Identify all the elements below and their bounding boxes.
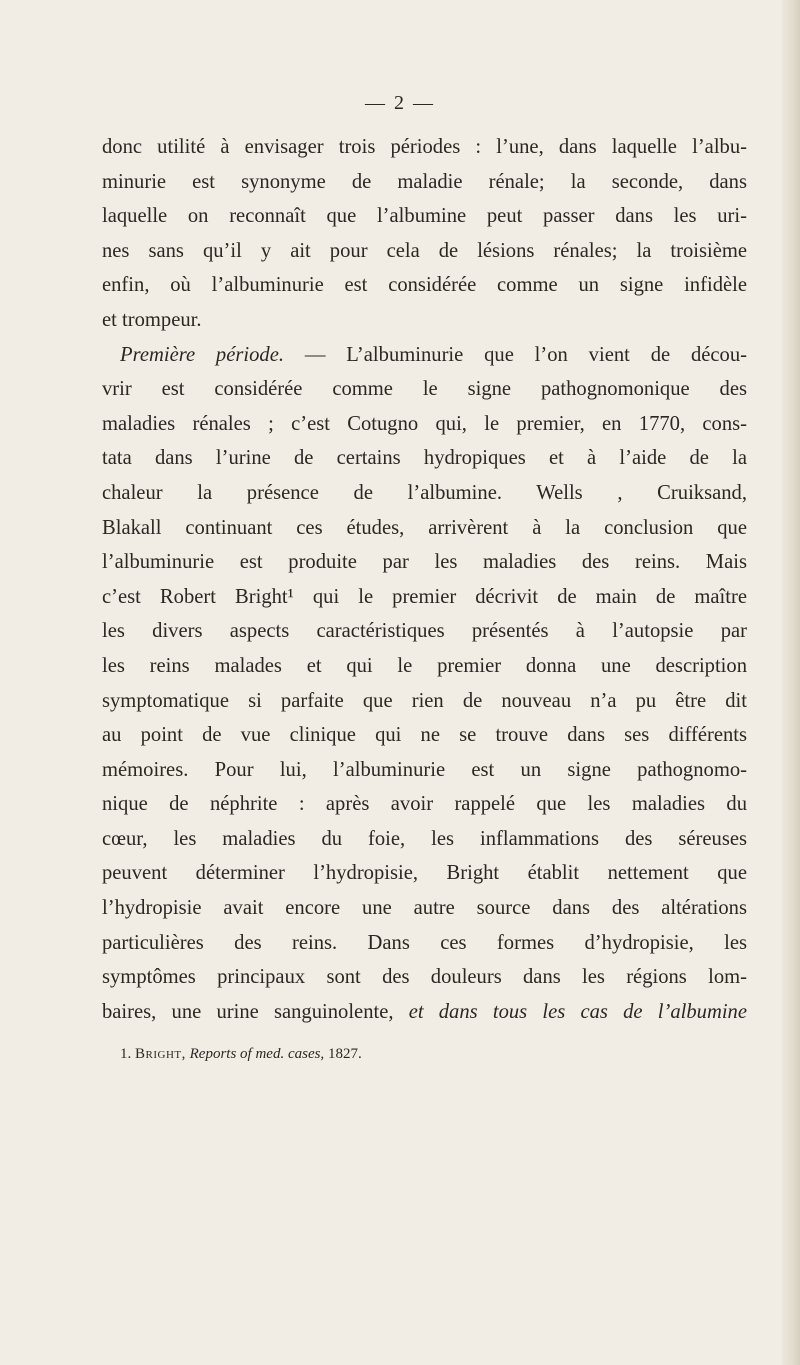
text-line: les reins malades et qui le premier donna une description bbox=[102, 654, 747, 677]
text-line: maladies rénales ; c’est Cotugno qui, le premier, en 1770, cons- bbox=[102, 412, 747, 435]
text-line: c’est Robert Bright¹ qui le premier décrivit de main de maître bbox=[102, 585, 747, 608]
text-line: laquelle on reconnaît que l’albumine peut passer dans les uri- bbox=[102, 205, 747, 228]
footnote-number: 1. bbox=[120, 1046, 132, 1062]
text-line: peuvent déterminer l’hydropisie, Bright établit nettement que bbox=[102, 862, 747, 885]
text-line: au point de vue clinique qui ne se trouve dans ses différents bbox=[102, 724, 747, 747]
body-text bbox=[102, 130, 747, 1029]
footnote bbox=[120, 1046, 740, 1063]
section-first-line-text: — L’albuminurie que l’on vient de décou- bbox=[304, 343, 747, 366]
text-line: vrir est considérée comme le signe pathognomonique des bbox=[102, 378, 747, 401]
text-line: mémoires. Pour lui, l’albuminurie est un signe pathognomo- bbox=[102, 758, 747, 781]
text-line: minurie est synonyme de maladie rénale; la seconde, dans bbox=[102, 170, 747, 193]
text-line: enfin, où l’albuminurie est considérée comme un signe infidèle bbox=[102, 274, 747, 297]
text-line: donc utilité à envisager trois périodes : l’une, dans laquelle l’albu- bbox=[102, 136, 747, 158]
footnote-title: Reports of med. cases, bbox=[189, 1046, 325, 1062]
page-number: — 2 — bbox=[365, 92, 435, 114]
text-line: Blakall continuant ces études, arrivèrent à la conclusion que bbox=[102, 516, 747, 539]
text-line: symptomatique si parfaite que rien de nouveau n’a pu être dit bbox=[102, 689, 747, 712]
text-line: cœur, les maladies du foie, les inflammations des séreuses bbox=[102, 827, 747, 850]
footnote-author: Bright, bbox=[135, 1046, 186, 1062]
section-first-line bbox=[102, 338, 747, 373]
text-line: nique de néphrite : après avoir rappelé que les maladies du bbox=[102, 793, 747, 816]
text-line: l’hydropisie avait encore une autre source dans des altérations bbox=[102, 897, 747, 920]
text-line: chaleur la présence de l’albumine. Wells , Cruiksand, bbox=[102, 481, 747, 504]
text-line: symptômes principaux sont des douleurs dans les régions lom- bbox=[102, 966, 747, 989]
section-title: Première période. bbox=[120, 343, 284, 366]
text-line: nes sans qu’il y ait pour cela de lésions rénales; la troisième bbox=[102, 239, 747, 262]
text-line: tata dans l’urine de certains hydropiques et à l’aide de la bbox=[102, 447, 747, 470]
text-line: et trompeur. bbox=[102, 308, 202, 331]
footnote-year: 1827. bbox=[327, 1046, 362, 1062]
text-line: l’albuminurie est produite par les maladies des reins. Mais bbox=[102, 551, 747, 574]
text-line: particulières des reins. Dans ces formes d’hydropisie, les bbox=[102, 931, 747, 954]
last-line-italic: et dans tous les cas de l’albumine bbox=[408, 1000, 747, 1023]
text-line: les divers aspects caractéristiques présentés à l’autopsie par bbox=[102, 620, 747, 643]
last-text-line bbox=[102, 995, 747, 1030]
last-line-plain: baires, une urine sanguinolente, bbox=[102, 1000, 394, 1023]
